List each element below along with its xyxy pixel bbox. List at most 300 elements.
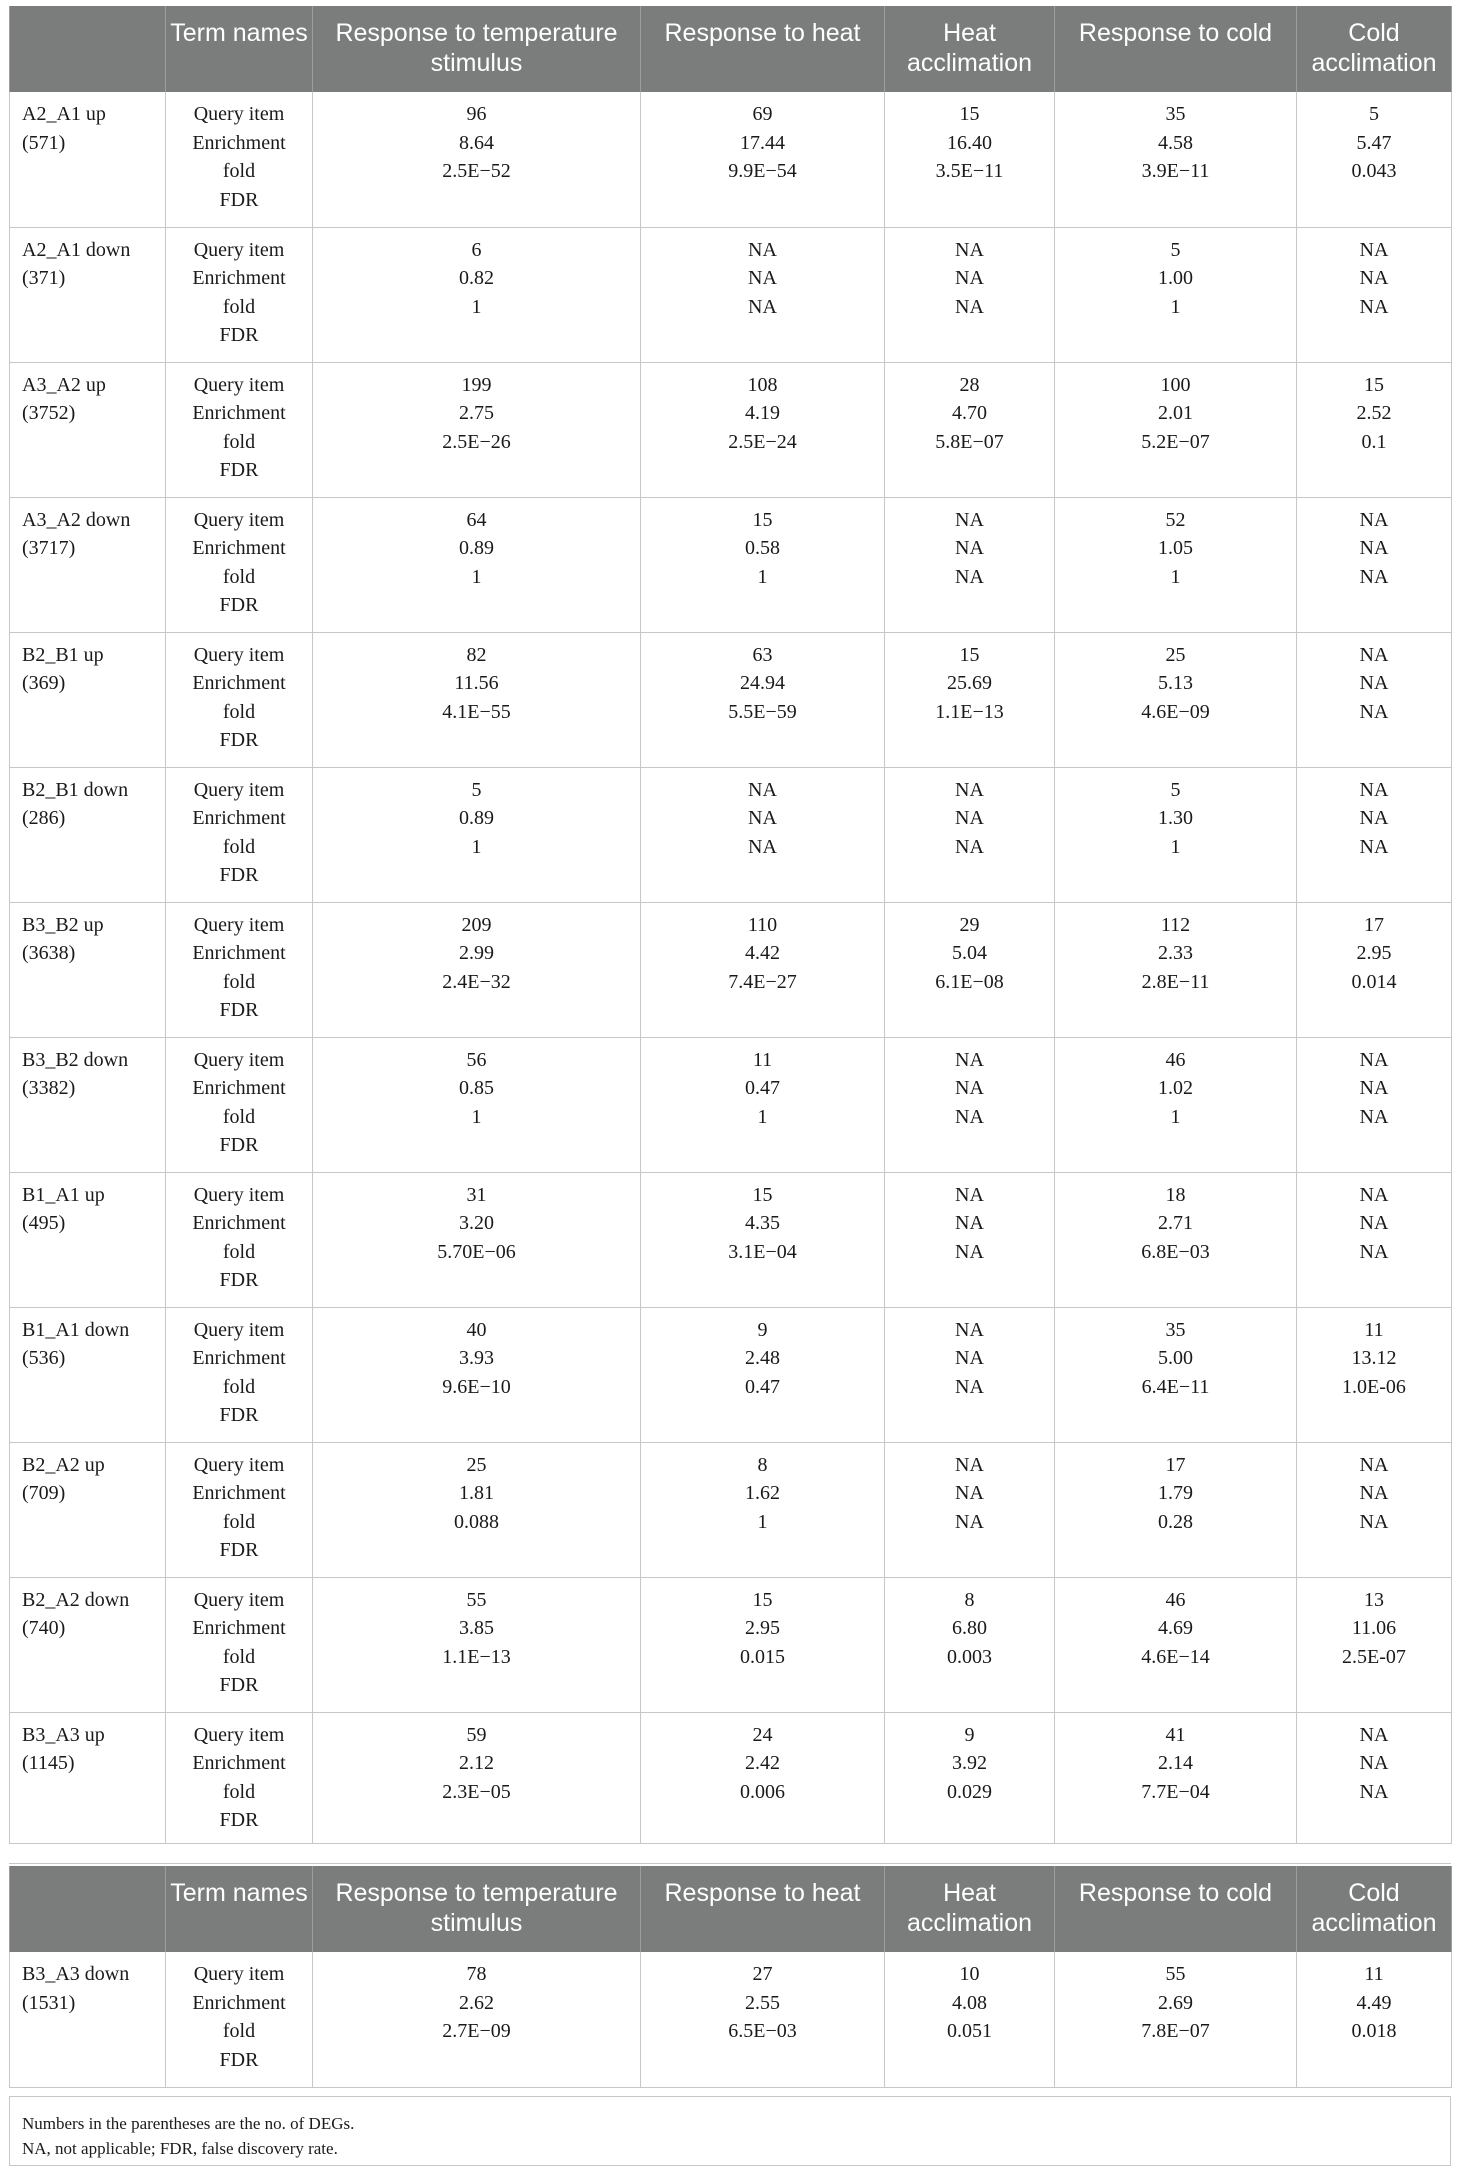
cell-value: 0.28 (1158, 1510, 1193, 1533)
cell-response-to-cold (1055, 1577, 1297, 1712)
cell-cold-acclimation (1297, 1952, 1452, 2087)
cell-cold-acclimation (1297, 497, 1452, 632)
cell-value: 1.0E-06 (1342, 1375, 1406, 1398)
cell-value: NA (1359, 295, 1389, 318)
term-names-cell (166, 362, 313, 497)
cell-value: NA (955, 565, 984, 588)
term-names-cell (166, 1172, 313, 1307)
cell-response-to-cold (1055, 497, 1297, 632)
cell-value: NA (955, 1482, 984, 1504)
table-row (10, 497, 1452, 632)
term-name: Enrichment (192, 1617, 286, 1639)
cell-value: 35 (1165, 1318, 1186, 1341)
term-names-cell (166, 1307, 313, 1442)
cell-value: 11 (752, 1048, 773, 1071)
comparison-label: B3_A3 up (22, 1723, 105, 1746)
cell-response-to-heat (641, 1307, 885, 1442)
cell-value: 1.79 (1158, 1482, 1193, 1504)
deg-count: (709) (22, 1482, 66, 1504)
cell-value: 0.029 (947, 1780, 992, 1803)
term-name: Enrichment (192, 402, 286, 424)
cell-value: 0.088 (454, 1510, 499, 1533)
cell-value: 209 (461, 913, 492, 936)
cell-value: 56 (466, 1048, 487, 1071)
term-name: fold (222, 1645, 256, 1668)
cell-response-to-heat (641, 1952, 885, 2087)
term-names-cell (166, 632, 313, 767)
term-name: Enrichment (192, 131, 286, 154)
cell-value: 35 (1165, 103, 1186, 125)
comparison-cell (10, 1307, 166, 1442)
cell-value: 5.5E−59 (728, 700, 797, 723)
cell-heat-acclimation (885, 92, 1055, 227)
cell-response-to-heat (641, 497, 885, 632)
term-name: Query item (193, 1048, 285, 1071)
cell-value: 5 (1170, 778, 1181, 801)
term-name: Query item (193, 1588, 285, 1611)
table-row (10, 902, 1452, 1037)
cell-response-to-cold (1055, 1442, 1297, 1577)
term-name: FDR (219, 999, 259, 1021)
term-name: FDR (219, 324, 259, 346)
comparison-cell (10, 1037, 166, 1172)
cell-value: NA (748, 238, 777, 261)
cell-value: 96 (466, 103, 487, 125)
cell-cold-acclimation (1297, 1172, 1452, 1307)
cell-value: 1 (757, 565, 768, 588)
comparison-label: A3_A2 down (22, 508, 131, 531)
term-name: Enrichment (192, 1752, 286, 1774)
header-response-to-heat: Response to heat (641, 1866, 885, 1952)
term-name: Enrichment (192, 537, 286, 559)
cell-response-to-cold (1055, 632, 1297, 767)
cell-heat-acclimation (885, 1712, 1055, 1843)
cell-value: 0.018 (1351, 2020, 1397, 2042)
cell-response-to-cold (1055, 1037, 1297, 1172)
cell-cold-acclimation (1297, 1307, 1452, 1442)
cell-value: 2.62 (459, 1991, 494, 2014)
cell-value: NA (1359, 807, 1389, 829)
cell-value: 2.71 (1158, 1212, 1193, 1234)
cell-value: 1 (471, 1105, 482, 1128)
cell-value: 5.8E−07 (935, 430, 1004, 453)
term-name: Enrichment (192, 1991, 286, 2014)
deg-count: (1531) (22, 1991, 76, 2014)
cell-heat-acclimation (885, 767, 1055, 902)
cell-value: NA (1359, 537, 1389, 559)
cell-value: NA (748, 295, 777, 318)
cell-value: 55 (1165, 1963, 1186, 1985)
cell-value: 2.5E−24 (728, 430, 797, 453)
cell-response-to-heat (641, 1577, 885, 1712)
cell-value: 1.62 (745, 1482, 780, 1504)
cell-value: 6.80 (952, 1617, 987, 1639)
cell-value: 5.70E−06 (437, 1240, 516, 1263)
cell-value: 2.5E−26 (442, 430, 511, 453)
cell-value: 8 (964, 1588, 975, 1611)
cell-value: 28 (959, 373, 980, 396)
cell-value: NA (1359, 1077, 1389, 1099)
term-names-cell (166, 1952, 313, 2087)
cell-heat-acclimation (885, 1172, 1055, 1307)
enrichment-table-continued (9, 1866, 1452, 2088)
cell-value: 4.19 (745, 402, 780, 424)
cell-value: 0.014 (1351, 970, 1397, 993)
cell-value: 5 (1369, 103, 1379, 125)
cell-value: 7.7E−04 (1141, 1780, 1210, 1803)
cell-response-to-heat (641, 92, 885, 227)
term-name: Enrichment (192, 1482, 286, 1504)
enrichment-table (9, 6, 1452, 1844)
cell-value: 15 (959, 103, 980, 125)
cell-value: NA (955, 295, 984, 318)
cell-value: 1 (1170, 565, 1181, 588)
cell-value: 0.006 (740, 1780, 785, 1803)
cell-response-to-temperature-stimulus (313, 1307, 641, 1442)
cell-response-to-temperature-stimulus (313, 632, 641, 767)
comparison-label: B1_A1 up (22, 1183, 105, 1206)
cell-heat-acclimation (885, 632, 1055, 767)
cell-value: 0.47 (745, 1375, 780, 1398)
cell-value: 25 (1165, 643, 1186, 666)
term-name: Enrichment (192, 1212, 286, 1234)
cell-value: NA (955, 1048, 984, 1071)
term-name: FDR (219, 1134, 259, 1156)
cell-value: 8 (757, 1453, 768, 1476)
table-footnotes (9, 2096, 1451, 2166)
cell-value: 11 (1364, 1318, 1384, 1341)
cell-value: 2.7E−09 (442, 2020, 511, 2042)
cell-value: 1 (471, 835, 482, 858)
deg-count: (3752) (22, 402, 76, 424)
cell-response-to-cold (1055, 1712, 1297, 1843)
cell-value: 4.08 (952, 1991, 987, 2014)
cell-cold-acclimation (1297, 1037, 1452, 1172)
cell-value: 0.051 (947, 2020, 992, 2042)
cell-heat-acclimation (885, 1442, 1055, 1577)
table-row (10, 1712, 1452, 1843)
header-term-names: Term names (166, 1866, 313, 1952)
term-names-cell (166, 92, 313, 227)
cell-value: 2.14 (1158, 1752, 1193, 1774)
cell-value: 3.93 (459, 1347, 494, 1369)
term-name: Query item (193, 508, 285, 531)
cell-value: NA (1359, 1048, 1389, 1071)
cell-value: 2.95 (745, 1617, 780, 1639)
table-divider (9, 1863, 1451, 1864)
cell-value: 6.4E−11 (1141, 1375, 1210, 1398)
term-name: FDR (219, 594, 259, 616)
header-term-names: Term names (166, 6, 313, 92)
cell-value: NA (955, 1183, 984, 1206)
cell-value: 2.55 (745, 1991, 780, 2014)
cell-cold-acclimation (1297, 1712, 1452, 1843)
cell-value: 15 (752, 508, 773, 531)
term-name: Query item (193, 1723, 285, 1746)
cell-cold-acclimation (1297, 1442, 1452, 1577)
cell-value: NA (1359, 565, 1389, 588)
cell-value: 1 (471, 295, 482, 318)
cell-value: 18 (1165, 1183, 1186, 1206)
cell-value: 13 (1364, 1588, 1384, 1611)
cell-value: NA (1359, 1780, 1389, 1803)
cell-value: 41 (1165, 1723, 1186, 1746)
cell-value: NA (955, 1212, 984, 1234)
cell-value: 5.00 (1158, 1347, 1193, 1369)
comparison-label: B3_A3 down (22, 1963, 130, 1985)
comparison-cell (10, 632, 166, 767)
cell-response-to-temperature-stimulus (313, 1577, 641, 1712)
cell-response-to-cold (1055, 1952, 1297, 2087)
cell-response-to-heat (641, 1442, 885, 1577)
cell-value: NA (1359, 1752, 1389, 1774)
cell-response-to-temperature-stimulus (313, 92, 641, 227)
cell-value: 0.015 (740, 1645, 785, 1668)
cell-value: NA (748, 267, 777, 289)
header-response-to-cold: Response to cold (1055, 1866, 1297, 1952)
term-name: fold (222, 970, 256, 993)
cell-value: NA (955, 1347, 984, 1369)
cell-response-to-temperature-stimulus (313, 902, 641, 1037)
cell-value: NA (748, 778, 777, 801)
cell-value: 4.6E−09 (1141, 700, 1210, 723)
deg-count: (740) (22, 1617, 66, 1639)
cell-value: NA (748, 807, 777, 829)
table-header-repeated (10, 1866, 1452, 1952)
cell-value: 25 (466, 1453, 487, 1476)
term-name: Enrichment (192, 942, 286, 964)
table-body-continued (10, 1952, 1452, 2087)
deg-count: (536) (22, 1347, 66, 1369)
cell-heat-acclimation (885, 362, 1055, 497)
term-name: fold (222, 430, 256, 453)
cell-response-to-temperature-stimulus (313, 362, 641, 497)
cell-value: 112 (1160, 913, 1191, 936)
cell-cold-acclimation (1297, 632, 1452, 767)
term-names-cell (166, 1442, 313, 1577)
term-names-cell (166, 1712, 313, 1843)
cell-value: 2.75 (459, 402, 494, 424)
term-name: FDR (219, 2048, 259, 2071)
cell-response-to-heat (641, 1037, 885, 1172)
cell-value: 2.4E−32 (442, 970, 511, 993)
term-name: FDR (219, 1269, 259, 1291)
cell-value: 11.06 (1351, 1617, 1397, 1639)
comparison-cell (10, 1442, 166, 1577)
table-row (10, 1952, 1452, 2087)
cell-value: NA (955, 1510, 984, 1533)
cell-value: 15 (752, 1588, 773, 1611)
cell-value: 27 (752, 1963, 773, 1985)
term-name: fold (222, 1240, 256, 1263)
cell-response-to-temperature-stimulus (313, 1172, 641, 1307)
cell-value: 55 (466, 1588, 487, 1611)
cell-value: NA (1359, 672, 1389, 694)
term-names-cell (166, 227, 313, 362)
term-name: Query item (193, 1453, 285, 1476)
cell-value: NA (955, 508, 984, 531)
cell-value: NA (1359, 835, 1389, 858)
cell-value: 3.20 (459, 1212, 494, 1234)
cell-value: 13.12 (1351, 1347, 1397, 1369)
cell-value: 24 (752, 1723, 773, 1746)
cell-value: NA (955, 238, 984, 261)
comparison-cell (10, 1712, 166, 1843)
table-row (10, 362, 1452, 497)
cell-value: 7.8E−07 (1141, 2020, 1210, 2042)
comparison-label: A3_A2 up (22, 373, 106, 396)
cell-value: 2.33 (1158, 942, 1193, 964)
term-name: fold (222, 700, 256, 723)
header-response-to-heat: Response to heat (641, 6, 885, 92)
cell-value: 16.40 (947, 131, 992, 154)
cell-value: NA (1359, 1723, 1389, 1746)
deg-count: (286) (22, 807, 66, 829)
term-name: FDR (219, 864, 259, 886)
comparison-cell (10, 497, 166, 632)
cell-value: 1.81 (459, 1482, 494, 1504)
term-names-cell (166, 902, 313, 1037)
cell-value: 15 (1364, 373, 1384, 396)
cell-value: 1.1E−13 (442, 1645, 511, 1668)
cell-value: 6.8E−03 (1141, 1240, 1210, 1263)
term-names-cell (166, 497, 313, 632)
term-name: Query item (193, 1318, 285, 1341)
comparison-label: B1_A1 down (22, 1318, 130, 1341)
cell-cold-acclimation (1297, 362, 1452, 497)
cell-value: 1.30 (1158, 807, 1193, 829)
cell-value: 0.003 (947, 1645, 992, 1668)
cell-value: NA (955, 267, 984, 289)
cell-value: 29 (959, 913, 980, 936)
header-response-to-temperature-stimulus: Response to temperature stimulus (313, 6, 641, 92)
cell-value: 8.64 (459, 131, 494, 154)
deg-count: (1145) (22, 1752, 75, 1774)
cell-value: 4.70 (952, 402, 987, 424)
cell-response-to-temperature-stimulus (313, 227, 641, 362)
cell-response-to-heat (641, 227, 885, 362)
cell-value: 2.52 (1356, 402, 1392, 424)
cell-value: 40 (466, 1318, 487, 1341)
table-row (10, 1307, 1452, 1442)
header-response-to-cold: Response to cold (1055, 6, 1297, 92)
cell-value: 4.42 (745, 942, 780, 964)
cell-value: NA (1359, 778, 1389, 801)
cell-heat-acclimation (885, 227, 1055, 362)
cell-value: 1 (471, 565, 482, 588)
table-row (10, 1577, 1452, 1712)
cell-value: 46 (1165, 1588, 1186, 1611)
cell-value: 9.6E−10 (442, 1375, 511, 1398)
cell-value: 15 (959, 643, 980, 666)
cell-value: 1.05 (1158, 537, 1193, 559)
cell-response-to-cold (1055, 767, 1297, 902)
term-name: Query item (193, 913, 285, 936)
term-name: fold (222, 565, 256, 588)
cell-value: 17 (1364, 913, 1384, 936)
cell-value: NA (955, 1453, 984, 1476)
cell-value: 0.89 (459, 807, 494, 829)
term-name: Query item (193, 238, 285, 261)
cell-heat-acclimation (885, 902, 1055, 1037)
cell-value: 46 (1165, 1048, 1186, 1071)
cell-value: 9 (964, 1723, 975, 1746)
cell-value: NA (1359, 643, 1389, 666)
cell-value: 78 (466, 1963, 487, 1985)
cell-value: 1 (757, 1510, 768, 1533)
cell-response-to-temperature-stimulus (313, 1712, 641, 1843)
cell-value: NA (955, 537, 984, 559)
cell-value: 2.3E−05 (442, 1780, 511, 1803)
comparison-label: B3_B2 down (22, 1048, 129, 1071)
cell-response-to-temperature-stimulus (313, 767, 641, 902)
comparison-cell (10, 767, 166, 902)
header-comparison (10, 6, 166, 92)
cell-value: 10 (959, 1963, 980, 1985)
cell-value: 17 (1165, 1453, 1186, 1476)
table-header (10, 6, 1452, 92)
deg-count: (3638) (22, 942, 76, 964)
header-cold-acclimation: Cold acclimation (1297, 1866, 1452, 1952)
comparison-cell (10, 902, 166, 1037)
cell-value: 5 (1170, 238, 1181, 261)
cell-response-to-temperature-stimulus (313, 1442, 641, 1577)
comparison-label: B2_A2 down (22, 1588, 130, 1611)
cell-value: 6 (471, 238, 482, 261)
cell-value: NA (1359, 1453, 1389, 1476)
cell-value: 4.6E−14 (1141, 1645, 1210, 1668)
cell-value: 15 (752, 1183, 773, 1206)
cell-value: NA (1359, 1183, 1389, 1206)
table-row (10, 1172, 1452, 1307)
header-heat-acclimation: Heat acclimation (885, 6, 1055, 92)
table-row (10, 227, 1452, 362)
cell-heat-acclimation (885, 1037, 1055, 1172)
cell-value: 100 (1160, 373, 1191, 396)
cell-value: 3.5E−11 (935, 160, 1004, 182)
deg-count: (571) (22, 131, 66, 154)
cell-value: NA (1359, 1105, 1389, 1128)
cell-value: 4.69 (1158, 1617, 1193, 1639)
term-name: Query item (193, 103, 285, 125)
cell-value: 59 (466, 1723, 487, 1746)
cell-value: 9 (757, 1318, 768, 1341)
cell-value: 24.94 (740, 672, 785, 694)
term-name: fold (222, 2020, 256, 2042)
footnote: NA, not applicable; FDR, false discovery rate. (22, 2139, 338, 2158)
cell-value: 1 (1170, 1105, 1181, 1128)
cell-value: 4.35 (745, 1212, 780, 1234)
cell-cold-acclimation (1297, 767, 1452, 902)
cell-value: NA (1359, 267, 1389, 289)
cell-value: 0.89 (459, 537, 494, 559)
cell-value: NA (955, 778, 984, 801)
cell-value: 52 (1165, 508, 1186, 531)
cell-heat-acclimation (885, 1577, 1055, 1712)
term-name: fold (222, 1780, 256, 1803)
cell-value: 2.12 (459, 1752, 494, 1774)
cell-value: 2.99 (459, 942, 494, 964)
term-names-cell (166, 1037, 313, 1172)
cell-response-to-heat (641, 362, 885, 497)
deg-count: (3382) (22, 1077, 76, 1099)
cell-value: 4.49 (1356, 1991, 1392, 2014)
cell-value: 1.1E−13 (935, 700, 1004, 723)
cell-cold-acclimation (1297, 1577, 1452, 1712)
term-name: Query item (193, 643, 285, 666)
term-name: FDR (219, 188, 259, 211)
cell-value: NA (955, 807, 984, 829)
